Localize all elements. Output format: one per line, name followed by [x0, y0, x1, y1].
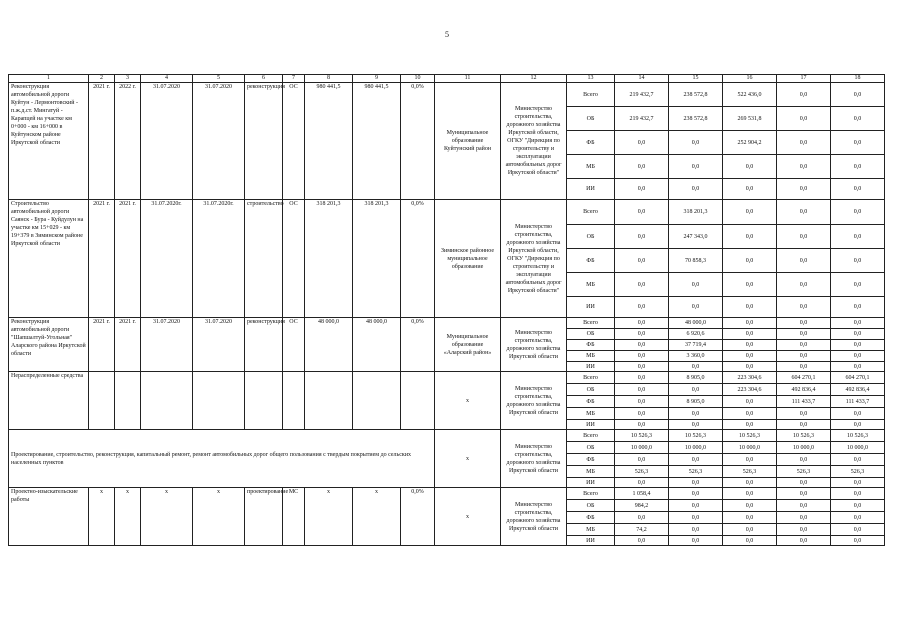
amount-c15: 37 719,4	[669, 340, 723, 351]
amount-c14: 0,0	[615, 200, 669, 225]
amount-c18: 604 270,1	[831, 372, 885, 384]
funding-source: МБ	[567, 408, 615, 420]
date-1: 31.07.2020	[141, 318, 193, 372]
amount-c16: 0,0	[723, 536, 777, 546]
category: МС	[283, 488, 305, 546]
amount-c15: 0,0	[669, 500, 723, 512]
amount-c14: 0,0	[615, 536, 669, 546]
amount-c15: 0,0	[669, 384, 723, 396]
amount-c15: 0,0	[669, 524, 723, 536]
amount-c18: 0,0	[831, 408, 885, 420]
amount-c14: 0,0	[615, 179, 669, 200]
executor: Министерство строительства, дорожного хозяйства Иркутской области	[501, 372, 567, 430]
amount-c14: 0,0	[615, 273, 669, 297]
amount-c14: 0,0	[615, 396, 669, 408]
amount-c15: 6 920,6	[669, 329, 723, 340]
amount-c17: 0,0	[777, 488, 831, 500]
amount-c17: 0,0	[777, 200, 831, 225]
amount-c17: 0,0	[777, 83, 831, 107]
municipality: х	[435, 488, 501, 546]
executor: Министерство строительства, дорожного хозяйства Иркутской области, ОГКУ "Дирекция по строительству и эксплуатации автомобильных дорог Иркутской области"	[501, 200, 567, 318]
empty-cell	[89, 372, 115, 430]
work-type: строительство	[245, 200, 283, 318]
year-end: 2022 г.	[115, 83, 141, 200]
amount-c18: 0,0	[831, 329, 885, 340]
amount-c18: 10 000,0	[831, 442, 885, 454]
amount-c15: 0,0	[669, 155, 723, 179]
amount-c17: 492 836,4	[777, 384, 831, 396]
amount-c15: 3 360,0	[669, 351, 723, 362]
amount-c16: 0,0	[723, 362, 777, 372]
amount-c18: 0,0	[831, 179, 885, 200]
amount-c18: 0,0	[831, 107, 885, 131]
amount-c15: 8 905,0	[669, 372, 723, 384]
cost-1: 48 000,0	[305, 318, 353, 372]
amount-c16: 0,0	[723, 318, 777, 329]
municipality: Зиминское районное муниципальное образование	[435, 200, 501, 318]
executor: Министерство строительства, дорожного хозяйства Иркутской области	[501, 488, 567, 546]
work-type: реконструкция	[245, 318, 283, 372]
empty-cell	[283, 372, 305, 430]
page-number: 5	[445, 30, 449, 39]
amount-c16: 0,0	[723, 524, 777, 536]
block-name: Строительство автомобильной дороги Саянск - Бура - Куйдулун на участке км 15+029 - км 19+379 в Зиминском районе Иркутской области	[9, 200, 89, 318]
amount-c16: 0,0	[723, 396, 777, 408]
date-2: 31.07.2020	[193, 318, 245, 372]
amount-c18: 0,0	[831, 200, 885, 225]
block-name: Реконструкция автомобильной дороги Куйтун - Лермонтовский - п.ж.д.ст. Мингатуй - Карапцей на участке км 0+000 - км 16+000 в Куйтунском районе Иркутской области	[9, 83, 89, 200]
amount-c17: 10 000,0	[777, 442, 831, 454]
amount-c16: 0,0	[723, 340, 777, 351]
amount-c18: 0,0	[831, 83, 885, 107]
amount-c15: 0,0	[669, 362, 723, 372]
empty-cell	[193, 372, 245, 430]
executor: Министерство строительства, дорожного хозяйства Иркутской области	[501, 430, 567, 488]
work-type: реконструкция	[245, 83, 283, 200]
year-end: 2021 г.	[115, 200, 141, 318]
amount-c17: 0,0	[777, 420, 831, 430]
program-table	[8, 74, 885, 546]
header-col-17: 17	[777, 75, 831, 83]
year-end: х	[115, 488, 141, 546]
amount-c16: 269 531,8	[723, 107, 777, 131]
amount-c15: 318 201,3	[669, 200, 723, 225]
date-1: 31.07.2020	[141, 83, 193, 200]
amount-c16: 0,0	[723, 500, 777, 512]
amount-c15: 0,0	[669, 420, 723, 430]
amount-c18: 0,0	[831, 273, 885, 297]
table-row	[9, 318, 885, 329]
empty-cell	[245, 372, 283, 430]
amount-c18: 0,0	[831, 420, 885, 430]
header-col-15: 15	[669, 75, 723, 83]
amount-c18: 0,0	[831, 131, 885, 155]
readiness-pct: 0,0%	[401, 200, 435, 318]
funding-source: Всего	[567, 488, 615, 500]
amount-c16: 252 904,2	[723, 131, 777, 155]
amount-c17: 526,3	[777, 466, 831, 478]
cost-2: 318 201,3	[353, 200, 401, 318]
year-start: 2021 г.	[89, 83, 115, 200]
header-col-8: 8	[305, 75, 353, 83]
funding-source: ФБ	[567, 131, 615, 155]
funding-source: ФБ	[567, 396, 615, 408]
amount-c15: 0,0	[669, 408, 723, 420]
cost-2: 980 441,5	[353, 83, 401, 200]
funding-source: Всего	[567, 372, 615, 384]
amount-c14: 74,2	[615, 524, 669, 536]
cost-2: 48 000,0	[353, 318, 401, 372]
amount-c17: 111 433,7	[777, 396, 831, 408]
header-col-9: 9	[353, 75, 401, 83]
funding-source: МБ	[567, 466, 615, 478]
amount-c18: 0,0	[831, 297, 885, 318]
executor: Министерство строительства, дорожного хозяйства Иркутской области	[501, 318, 567, 372]
amount-c18: 526,3	[831, 466, 885, 478]
amount-c14: 1 058,4	[615, 488, 669, 500]
amount-c14: 0,0	[615, 351, 669, 362]
cost-2: х	[353, 488, 401, 546]
date-1: х	[141, 488, 193, 546]
amount-c17: 0,0	[777, 318, 831, 329]
header-col-1: 1	[9, 75, 89, 83]
funding-source: ИИ	[567, 297, 615, 318]
funding-source: МБ	[567, 155, 615, 179]
amount-c17: 0,0	[777, 500, 831, 512]
amount-c16: 0,0	[723, 200, 777, 225]
funding-source: ОБ	[567, 225, 615, 249]
amount-c15: 0,0	[669, 512, 723, 524]
amount-c14: 10 526,3	[615, 430, 669, 442]
municipality: Муниципальное образование «Аларский район»	[435, 318, 501, 372]
amount-c16: 0,0	[723, 454, 777, 466]
header-col-7: 7	[283, 75, 305, 83]
amount-c18: 0,0	[831, 318, 885, 329]
header-col-13: 13	[567, 75, 615, 83]
amount-c14: 0,0	[615, 329, 669, 340]
amount-c17: 0,0	[777, 524, 831, 536]
amount-c16: 223 304,6	[723, 384, 777, 396]
empty-cell	[353, 372, 401, 430]
amount-c16: 0,0	[723, 488, 777, 500]
header-col-12: 12	[501, 75, 567, 83]
funding-source: Всего	[567, 83, 615, 107]
header-col-5: 5	[193, 75, 245, 83]
amount-c15: 0,0	[669, 273, 723, 297]
amount-c17: 604 270,1	[777, 372, 831, 384]
amount-c14: 0,0	[615, 512, 669, 524]
amount-c18: 0,0	[831, 488, 885, 500]
amount-c16: 0,0	[723, 478, 777, 488]
amount-c14: 0,0	[615, 155, 669, 179]
amount-c17: 0,0	[777, 107, 831, 131]
amount-c17: 0,0	[777, 351, 831, 362]
amount-c15: 0,0	[669, 478, 723, 488]
readiness-pct: 0,0%	[401, 83, 435, 200]
amount-c17: 0,0	[777, 536, 831, 546]
funding-source: ФБ	[567, 340, 615, 351]
funding-source: Всего	[567, 430, 615, 442]
amount-c18: 0,0	[831, 536, 885, 546]
amount-c17: 0,0	[777, 297, 831, 318]
funding-source: ИИ	[567, 478, 615, 488]
header-col-2: 2	[89, 75, 115, 83]
year-end: 2021 г.	[115, 318, 141, 372]
amount-c16: 0,0	[723, 297, 777, 318]
amount-c14: 0,0	[615, 340, 669, 351]
category: ОС	[283, 83, 305, 200]
amount-c16: 0,0	[723, 329, 777, 340]
amount-c15: 238 572,8	[669, 107, 723, 131]
cost-1: 318 201,3	[305, 200, 353, 318]
amount-c16: 10 000,0	[723, 442, 777, 454]
amount-c15: 8 905,0	[669, 396, 723, 408]
amount-c16: 522 436,0	[723, 83, 777, 107]
amount-c15: 0,0	[669, 488, 723, 500]
date-2: 31.07.2020	[193, 83, 245, 200]
amount-c15: 0,0	[669, 131, 723, 155]
table-row	[9, 430, 885, 442]
date-2: 31.07.2020г.	[193, 200, 245, 318]
amount-c14: 0,0	[615, 384, 669, 396]
funding-source: ОБ	[567, 329, 615, 340]
municipality: Муниципальное образование Куйтунский район	[435, 83, 501, 200]
amount-c17: 10 526,3	[777, 430, 831, 442]
table-row	[9, 372, 885, 384]
amount-c17: 0,0	[777, 273, 831, 297]
header-col-4: 4	[141, 75, 193, 83]
funding-source: ФБ	[567, 454, 615, 466]
amount-c14: 0,0	[615, 297, 669, 318]
amount-c18: 0,0	[831, 225, 885, 249]
work-type: проектирование	[245, 488, 283, 546]
block-name: Нераспределенные средства	[9, 372, 89, 430]
amount-c16: 526,3	[723, 466, 777, 478]
block-name	[9, 430, 435, 488]
funding-source: ФБ	[567, 512, 615, 524]
amount-c18: 0,0	[831, 362, 885, 372]
amount-c16: 10 526,3	[723, 430, 777, 442]
funding-source: ОБ	[567, 107, 615, 131]
amount-c14: 984,2	[615, 500, 669, 512]
amount-c18: 0,0	[831, 524, 885, 536]
block-name: Проектно-изыскательские работы	[9, 488, 89, 546]
funding-source: Всего	[567, 318, 615, 329]
amount-c16: 0,0	[723, 249, 777, 273]
table-row	[9, 200, 885, 225]
category: ОС	[283, 200, 305, 318]
amount-c17: 0,0	[777, 362, 831, 372]
funding-source: ОБ	[567, 384, 615, 396]
amount-c16: 0,0	[723, 512, 777, 524]
readiness-pct: 0,0%	[401, 488, 435, 546]
amount-c18: 0,0	[831, 512, 885, 524]
amount-c14: 0,0	[615, 454, 669, 466]
table-row	[9, 488, 885, 500]
amount-c16: 0,0	[723, 273, 777, 297]
amount-c17: 0,0	[777, 249, 831, 273]
header-col-11: 11	[435, 75, 501, 83]
date-2: х	[193, 488, 245, 546]
amount-c14: 219 432,7	[615, 83, 669, 107]
amount-c14: 10 000,0	[615, 442, 669, 454]
amount-c17: 0,0	[777, 329, 831, 340]
funding-source: ИИ	[567, 362, 615, 372]
funding-source: МБ	[567, 351, 615, 362]
header-col-10: 10	[401, 75, 435, 83]
header-col-18: 18	[831, 75, 885, 83]
amount-c16: 0,0	[723, 225, 777, 249]
amount-c15: 10 526,3	[669, 430, 723, 442]
amount-c15: 0,0	[669, 179, 723, 200]
amount-c18: 0,0	[831, 249, 885, 273]
amount-c14: 0,0	[615, 372, 669, 384]
amount-c14: 526,3	[615, 466, 669, 478]
amount-c14: 0,0	[615, 362, 669, 372]
amount-c14: 219 432,7	[615, 107, 669, 131]
amount-c14: 0,0	[615, 420, 669, 430]
amount-c15: 48 000,0	[669, 318, 723, 329]
amount-c17: 0,0	[777, 454, 831, 466]
header-col-3: 3	[115, 75, 141, 83]
header-col-16: 16	[723, 75, 777, 83]
amount-c15: 0,0	[669, 297, 723, 318]
funding-source: Всего	[567, 200, 615, 225]
funding-source: ИИ	[567, 420, 615, 430]
funding-source: ИИ	[567, 536, 615, 546]
amount-c14: 0,0	[615, 131, 669, 155]
municipality: х	[435, 372, 501, 430]
amount-c14: 0,0	[615, 408, 669, 420]
amount-c14: 0,0	[615, 318, 669, 329]
empty-cell	[115, 372, 141, 430]
cost-1: х	[305, 488, 353, 546]
table-row	[9, 83, 885, 107]
amount-c14: 0,0	[615, 249, 669, 273]
block-name-text: Проектирование, строительство, реконструкция, капитальный ремонт, ремонт автомобильных дорог общего пользования с твердым покрытием до сельских населенных пунктов	[11, 451, 412, 466]
amount-c15: 0,0	[669, 536, 723, 546]
amount-c15: 247 343,0	[669, 225, 723, 249]
funding-source: МБ	[567, 273, 615, 297]
readiness-pct: 0,0%	[401, 318, 435, 372]
amount-c18: 0,0	[831, 478, 885, 488]
amount-c18: 0,0	[831, 454, 885, 466]
amount-c16: 0,0	[723, 420, 777, 430]
funding-source: ОБ	[567, 442, 615, 454]
amount-c16: 0,0	[723, 408, 777, 420]
amount-c18: 0,0	[831, 155, 885, 179]
amount-c15: 70 858,3	[669, 249, 723, 273]
amount-c14: 0,0	[615, 225, 669, 249]
amount-c15: 0,0	[669, 454, 723, 466]
date-1: 31.07.2020г.	[141, 200, 193, 318]
amount-c17: 0,0	[777, 408, 831, 420]
amount-c17: 0,0	[777, 155, 831, 179]
amount-c15: 10 000,0	[669, 442, 723, 454]
year-start: х	[89, 488, 115, 546]
amount-c18: 0,0	[831, 351, 885, 362]
amount-c18: 0,0	[831, 340, 885, 351]
amount-c15: 238 572,8	[669, 83, 723, 107]
year-start: 2021 г.	[89, 318, 115, 372]
amount-c18: 10 526,3	[831, 430, 885, 442]
amount-c16: 0,0	[723, 351, 777, 362]
amount-c17: 0,0	[777, 225, 831, 249]
cost-1: 980 441,5	[305, 83, 353, 200]
header-col-14: 14	[615, 75, 669, 83]
empty-cell	[305, 372, 353, 430]
funding-source: ИИ	[567, 179, 615, 200]
funding-source: ФБ	[567, 249, 615, 273]
amount-c17: 0,0	[777, 512, 831, 524]
amount-c14: 0,0	[615, 478, 669, 488]
executor: Министерство строительства, дорожного хозяйства Иркутской области, ОГКУ "Дирекция по строительству и эксплуатации автомобильных дорог Иркутской области"	[501, 83, 567, 200]
amount-c16: 223 304,6	[723, 372, 777, 384]
empty-cell	[401, 372, 435, 430]
amount-c16: 0,0	[723, 179, 777, 200]
amount-c18: 492 836,4	[831, 384, 885, 396]
amount-c16: 0,0	[723, 155, 777, 179]
block-name: Реконструкция автомобильной дороги "Шапшалтуй-Угольная" Аларского района Иркутской области	[9, 318, 89, 372]
amount-c18: 111 433,7	[831, 396, 885, 408]
amount-c17: 0,0	[777, 179, 831, 200]
funding-source: МБ	[567, 524, 615, 536]
amount-c15: 526,3	[669, 466, 723, 478]
header-col-6: 6	[245, 75, 283, 83]
funding-source: ОБ	[567, 500, 615, 512]
amount-c18: 0,0	[831, 500, 885, 512]
year-start: 2021 г.	[89, 200, 115, 318]
amount-c17: 0,0	[777, 340, 831, 351]
municipality: х	[435, 430, 501, 488]
amount-c17: 0,0	[777, 478, 831, 488]
header-row	[9, 75, 885, 83]
amount-c17: 0,0	[777, 131, 831, 155]
empty-cell	[141, 372, 193, 430]
category: ОС	[283, 318, 305, 372]
